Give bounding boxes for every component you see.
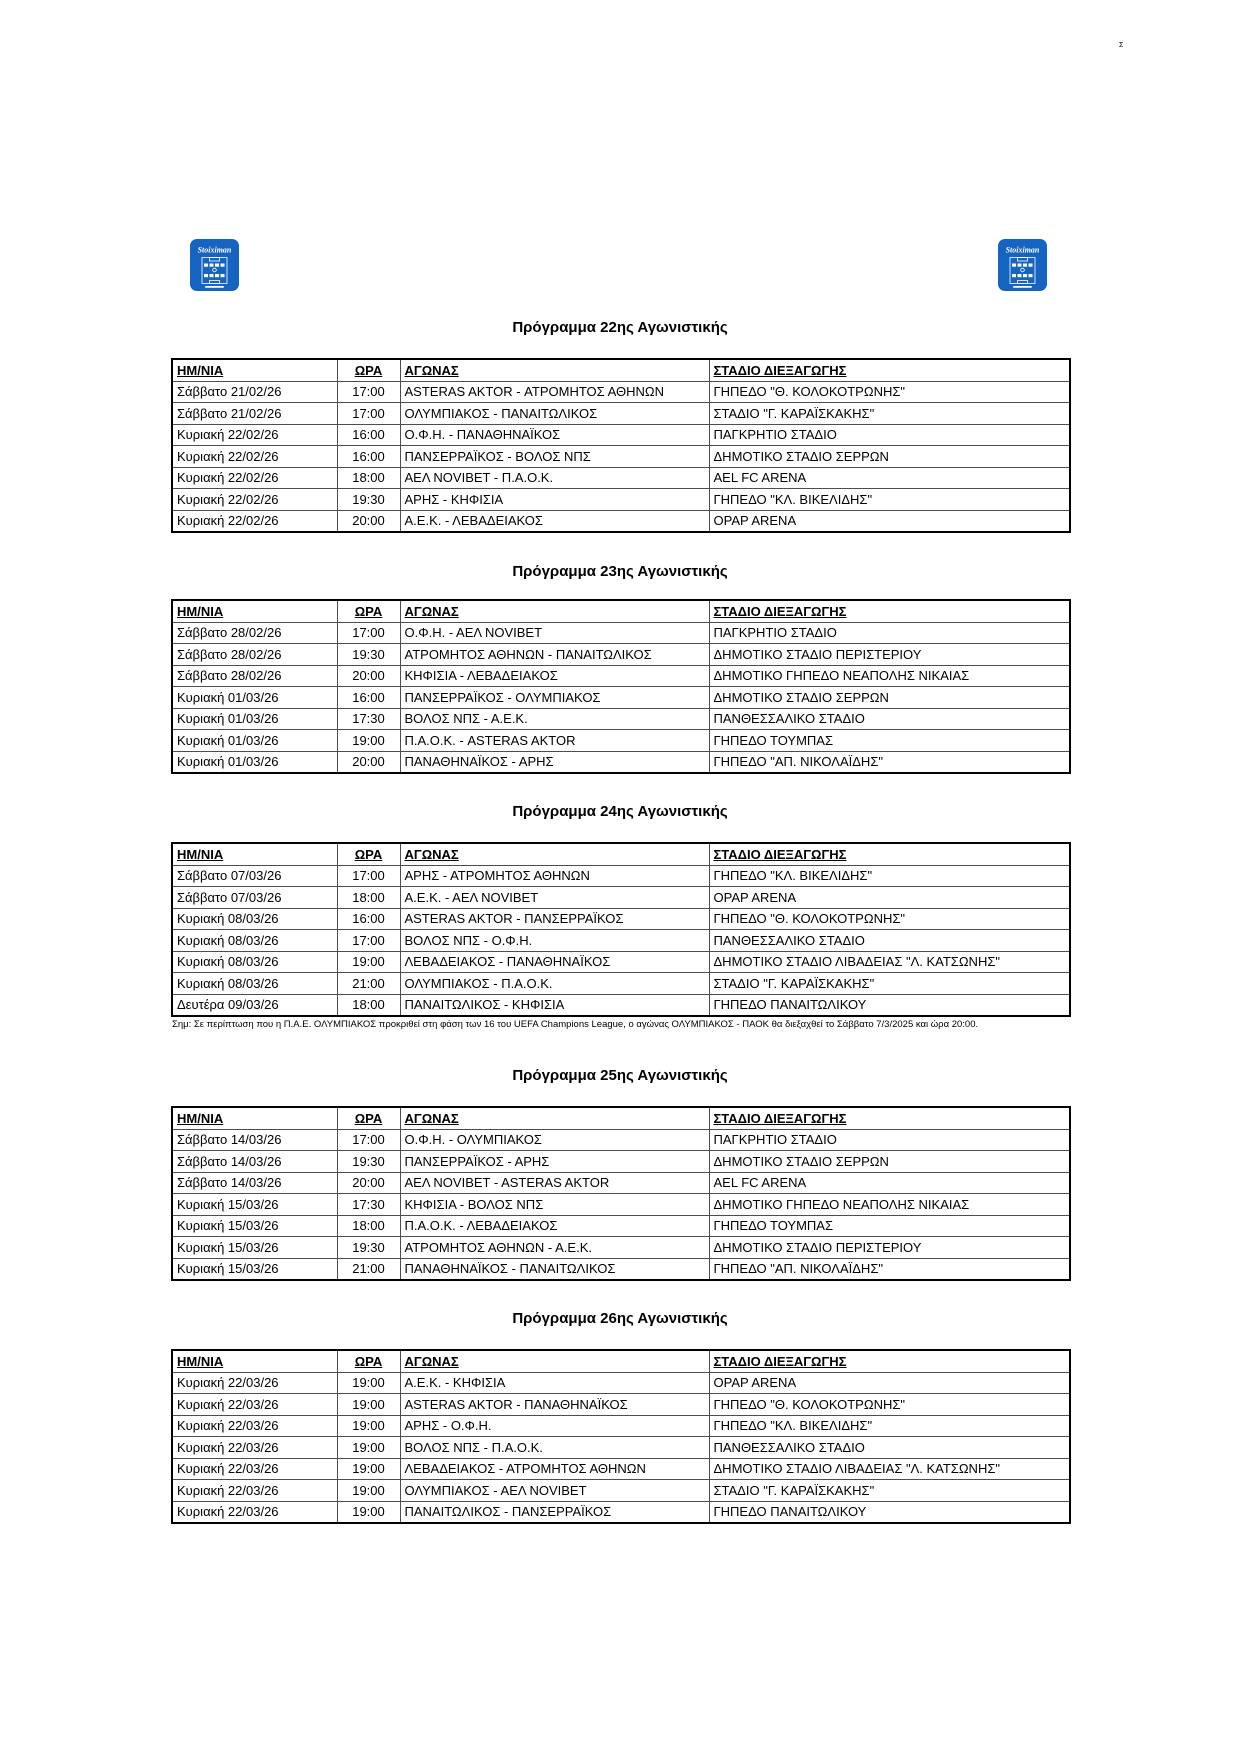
schedule-table	[171, 358, 1071, 533]
header-cell-stadium-cell: ΣΤΑΔΙΟ ΔΙΕΞΑΓΩΓΗΣ	[709, 1350, 1070, 1372]
table-row	[172, 865, 1070, 887]
table-row	[172, 1151, 1070, 1173]
time-cell: 18:00	[337, 887, 400, 909]
match-cell: ΑΕΛ NOVIBET - ASTERAS AKTOR	[400, 1172, 709, 1194]
header-cell-time-cell: ΩΡΑ	[337, 843, 400, 865]
date-cell: Κυριακή 22/02/26	[172, 467, 337, 489]
header-cell-match-cell: ΑΓΩΝΑΣ	[400, 600, 709, 622]
match-cell: ΛΕΒΑΔΕΙΑΚΟΣ - ΑΤΡΟΜΗΤΟΣ ΑΘΗΝΩΝ	[400, 1458, 709, 1480]
date-cell: Κυριακή 01/03/26	[172, 730, 337, 752]
header-cell-time-cell: ΩΡΑ	[337, 1350, 400, 1372]
stadium-cell: AEL FC ARENA	[709, 467, 1070, 489]
schedule-table	[171, 599, 1071, 774]
time-cell: 19:00	[337, 1394, 400, 1416]
time-cell: 16:00	[337, 424, 400, 446]
schedule-table	[171, 1106, 1071, 1281]
match-cell: ASTERAS AKTOR - ΠΑΝΣΕΡΡΑΪΚΟΣ	[400, 908, 709, 930]
stoiximan-logo-left	[190, 239, 239, 291]
match-cell: Ο.Φ.Η. - ΠΑΝΑΘΗΝΑΪΚΟΣ	[400, 424, 709, 446]
stadium-cell: ΣΤΑΔΙΟ "Γ. ΚΑΡΑΪΣΚΑΚΗΣ"	[709, 1480, 1070, 1502]
stadium-cell: ΔΗΜΟΤΙΚΟ ΓΗΠΕΔΟ ΝΕΑΠΟΛΗΣ ΝΙΚΑΙΑΣ	[709, 1194, 1070, 1216]
match-cell: Π.Α.Ο.Κ. - ASTERAS AKTOR	[400, 730, 709, 752]
date-cell: Κυριακή 22/03/26	[172, 1458, 337, 1480]
table-note: Σημ: Σε περίπτωση που η Π.Α.Ε. ΟΛΥΜΠΙΑΚΟΣ προκριθεί στη φάση των 16 του UEFA Champions League, ο αγώνας ΟΛΥΜΠΙΑΚΟΣ - ΠΑΟΚ θα διεξαχθεί το Σάββατο 7/3/2025 και ώρα 20:00.	[172, 1019, 979, 1030]
date-cell: Σάββατο 28/02/26	[172, 644, 337, 666]
stadium-cell: ΓΗΠΕΔΟ "ΑΠ. ΝΙΚΟΛΑΪΔΗΣ"	[709, 1258, 1070, 1280]
date-cell: Κυριακή 22/02/26	[172, 446, 337, 468]
header-cell-match-cell: ΑΓΩΝΑΣ	[400, 1107, 709, 1129]
stadium-cell: ΓΗΠΕΔΟ "ΚΛ. ΒΙΚΕΛΙΔΗΣ"	[709, 865, 1070, 887]
stadium-cell: ΔΗΜΟΤΙΚΟ ΣΤΑΔΙΟ ΠΕΡΙΣΤΕΡΙΟΥ	[709, 1237, 1070, 1259]
date-cell: Σάββατο 28/02/26	[172, 622, 337, 644]
header-row	[172, 1107, 1070, 1129]
time-cell: 21:00	[337, 1258, 400, 1280]
time-cell: 19:30	[337, 1237, 400, 1259]
table-row	[172, 1501, 1070, 1523]
stadium-cell: ΔΗΜΟΤΙΚΟ ΣΤΑΔΙΟ ΣΕΡΡΩΝ	[709, 446, 1070, 468]
time-cell: 16:00	[337, 446, 400, 468]
table-row	[172, 1129, 1070, 1151]
header-cell-match-cell: ΑΓΩΝΑΣ	[400, 1350, 709, 1372]
header-cell-date-cell: ΗΜ/ΝΙΑ	[172, 359, 337, 381]
match-cell: ΟΛΥΜΠΙΑΚΟΣ - ΑΕΛ NOVIBET	[400, 1480, 709, 1502]
match-cell: ΠΑΝΑΘΗΝΑΪΚΟΣ - ΑΡΗΣ	[400, 751, 709, 773]
stadium-cell: ΔΗΜΟΤΙΚΟ ΓΗΠΕΔΟ ΝΕΑΠΟΛΗΣ ΝΙΚΑΙΑΣ	[709, 665, 1070, 687]
match-cell: ΚΗΦΙΣΙΑ - ΒΟΛΟΣ ΝΠΣ	[400, 1194, 709, 1216]
header-cell-date-cell: ΗΜ/ΝΙΑ	[172, 1350, 337, 1372]
time-cell: 19:00	[337, 1458, 400, 1480]
schedule-table	[171, 842, 1071, 1017]
match-cell: ΠΑΝΣΕΡΡΑΪΚΟΣ - ΑΡΗΣ	[400, 1151, 709, 1173]
stadium-cell: ΠΑΓΚΡΗΤΙΟ ΣΤΑΔΙΟ	[709, 424, 1070, 446]
header-cell-stadium-cell: ΣΤΑΔΙΟ ΔΙΕΞΑΓΩΓΗΣ	[709, 1107, 1070, 1129]
date-cell: Κυριακή 01/03/26	[172, 687, 337, 709]
time-cell: 19:00	[337, 1437, 400, 1459]
time-cell: 19:00	[337, 1372, 400, 1394]
time-cell: 20:00	[337, 751, 400, 773]
date-cell: Κυριακή 22/02/26	[172, 424, 337, 446]
stadium-cell: ΓΗΠΕΔΟ ΠΑΝΑΙΤΩΛΙΚΟΥ	[709, 994, 1070, 1016]
date-cell: Κυριακή 08/03/26	[172, 930, 337, 952]
table-row	[172, 751, 1070, 773]
date-cell: Κυριακή 15/03/26	[172, 1194, 337, 1216]
table-row	[172, 930, 1070, 952]
date-cell: Σάββατο 07/03/26	[172, 865, 337, 887]
table-row	[172, 510, 1070, 532]
stadium-cell: ΠΑΓΚΡΗΤΙΟ ΣΤΑΔΙΟ	[709, 622, 1070, 644]
match-cell: Ο.Φ.Η. - ΟΛΥΜΠΙΑΚΟΣ	[400, 1129, 709, 1151]
time-cell: 17:00	[337, 930, 400, 952]
match-cell: ΠΑΝΑΙΤΩΛΙΚΟΣ - ΠΑΝΣΕΡΡΑΪΚΟΣ	[400, 1501, 709, 1523]
date-cell: Κυριακή 08/03/26	[172, 951, 337, 973]
header-cell-match-cell: ΑΓΩΝΑΣ	[400, 843, 709, 865]
date-cell: Σάββατο 14/03/26	[172, 1129, 337, 1151]
date-cell: Κυριακή 22/03/26	[172, 1415, 337, 1437]
date-cell: Κυριακή 01/03/26	[172, 708, 337, 730]
stadium-cell: ΓΗΠΕΔΟ ΤΟΥΜΠΑΣ	[709, 730, 1070, 752]
match-cell: ΑΕΛ NOVIBET - Π.Α.Ο.Κ.	[400, 467, 709, 489]
time-cell: 19:00	[337, 730, 400, 752]
stadium-cell: OPAP ARENA	[709, 510, 1070, 532]
table-row	[172, 446, 1070, 468]
stadium-cell: ΔΗΜΟΤΙΚΟ ΣΤΑΔΙΟ ΛΙΒΑΔΕΙΑΣ "Λ. ΚΑΤΣΩΝΗΣ"	[709, 1458, 1070, 1480]
stadium-cell: ΓΗΠΕΔΟ "ΚΛ. ΒΙΚΕΛΙΔΗΣ"	[709, 489, 1070, 511]
time-cell: 17:00	[337, 381, 400, 403]
stadium-cell: AEL FC ARENA	[709, 1172, 1070, 1194]
table-row	[172, 644, 1070, 666]
date-cell: Σάββατο 14/03/26	[172, 1172, 337, 1194]
stadium-cell: ΠΑΝΘΕΣΣΑΛΙΚΟ ΣΤΑΔΙΟ	[709, 708, 1070, 730]
table-row	[172, 665, 1070, 687]
time-cell: 19:00	[337, 1480, 400, 1502]
time-cell: 20:00	[337, 1172, 400, 1194]
match-cell: Α.Ε.Κ. - ΚΗΦΙΣΙΑ	[400, 1372, 709, 1394]
match-cell: ΑΡΗΣ - ΑΤΡΟΜΗΤΟΣ ΑΘΗΝΩΝ	[400, 865, 709, 887]
time-cell: 18:00	[337, 994, 400, 1016]
time-cell: 17:30	[337, 708, 400, 730]
table-row	[172, 622, 1070, 644]
stadium-cell: OPAP ARENA	[709, 1372, 1070, 1394]
match-cell: ASTERAS AKTOR - ΑΤΡΟΜΗΤΟΣ ΑΘΗΝΩΝ	[400, 381, 709, 403]
stadium-cell: ΓΗΠΕΔΟ "ΚΛ. ΒΙΚΕΛΙΔΗΣ"	[709, 1415, 1070, 1437]
header-cell-time-cell: ΩΡΑ	[337, 359, 400, 381]
time-cell: 17:00	[337, 865, 400, 887]
time-cell: 19:00	[337, 1501, 400, 1523]
table-row	[172, 1237, 1070, 1259]
time-cell: 16:00	[337, 687, 400, 709]
header-cell-time-cell: ΩΡΑ	[337, 600, 400, 622]
stoiximan-logo-graphic	[998, 239, 1047, 291]
time-cell: 18:00	[337, 467, 400, 489]
header-row	[172, 1350, 1070, 1372]
table-row	[172, 1194, 1070, 1216]
table-row	[172, 381, 1070, 403]
stadium-cell: ΓΗΠΕΔΟ "Θ. ΚΟΛΟΚΟΤΡΩΝΗΣ"	[709, 1394, 1070, 1416]
date-cell: Κυριακή 22/03/26	[172, 1394, 337, 1416]
time-cell: 17:30	[337, 1194, 400, 1216]
stadium-cell: ΔΗΜΟΤΙΚΟ ΣΤΑΔΙΟ ΣΕΡΡΩΝ	[709, 687, 1070, 709]
match-cell: ΠΑΝΑΘΗΝΑΪΚΟΣ - ΠΑΝΑΙΤΩΛΙΚΟΣ	[400, 1258, 709, 1280]
header-row	[172, 843, 1070, 865]
time-cell: 17:00	[337, 1129, 400, 1151]
header-cell-match-cell: ΑΓΩΝΑΣ	[400, 359, 709, 381]
stadium-cell: ΓΗΠΕΔΟ ΠΑΝΑΙΤΩΛΙΚΟΥ	[709, 1501, 1070, 1523]
table-row	[172, 403, 1070, 425]
header-row	[172, 359, 1070, 381]
table-row	[172, 708, 1070, 730]
table-row	[172, 1372, 1070, 1394]
matchday-title: Πρόγραμμα 24ης Αγωνιστικής	[512, 803, 728, 820]
table-row	[172, 1172, 1070, 1194]
match-cell: Ο.Φ.Η. - ΑΕΛ NOVIBET	[400, 622, 709, 644]
time-cell: 17:00	[337, 622, 400, 644]
stoiximan-logo-right	[998, 239, 1047, 291]
match-cell: ΟΛΥΜΠΙΑΚΟΣ - Π.Α.Ο.Κ.	[400, 973, 709, 995]
stadium-cell: ΓΗΠΕΔΟ "Θ. ΚΟΛΟΚΟΤΡΩΝΗΣ"	[709, 908, 1070, 930]
table-row	[172, 887, 1070, 909]
stoiximan-wordmark: Stoiximan	[1005, 245, 1040, 255]
table-row	[172, 1215, 1070, 1237]
stadium-cell: ΓΗΠΕΔΟ "Θ. ΚΟΛΟΚΟΤΡΩΝΗΣ"	[709, 381, 1070, 403]
table-row	[172, 1480, 1070, 1502]
date-cell: Κυριακή 22/03/26	[172, 1437, 337, 1459]
match-cell: ΒΟΛΟΣ ΝΠΣ - Α.Ε.Κ.	[400, 708, 709, 730]
stoiximan-wordmark: Stoiximan	[197, 245, 232, 255]
date-cell: Κυριακή 22/02/26	[172, 510, 337, 532]
time-cell: 19:30	[337, 489, 400, 511]
stadium-cell: ΔΗΜΟΤΙΚΟ ΣΤΑΔΙΟ ΛΙΒΑΔΕΙΑΣ "Λ. ΚΑΤΣΩΝΗΣ"	[709, 951, 1070, 973]
table-row	[172, 424, 1070, 446]
table-row	[172, 973, 1070, 995]
header-cell-date-cell: ΗΜ/ΝΙΑ	[172, 1107, 337, 1129]
match-cell: ΑΤΡΟΜΗΤΟΣ ΑΘΗΝΩΝ - ΠΑΝΑΙΤΩΛΙΚΟΣ	[400, 644, 709, 666]
matchday-title: Πρόγραμμα 26ης Αγωνιστικής	[512, 1310, 728, 1327]
date-cell: Κυριακή 08/03/26	[172, 908, 337, 930]
match-cell: ΚΗΦΙΣΙΑ - ΛΕΒΑΔΕΙΑΚΟΣ	[400, 665, 709, 687]
date-cell: Κυριακή 01/03/26	[172, 751, 337, 773]
date-cell: Σάββατο 21/02/26	[172, 403, 337, 425]
table-row	[172, 687, 1070, 709]
table-row	[172, 951, 1070, 973]
table-row	[172, 994, 1070, 1016]
matchday-title: Πρόγραμμα 25ης Αγωνιστικής	[512, 1067, 728, 1084]
match-cell: ΑΡΗΣ - ΚΗΦΙΣΙΑ	[400, 489, 709, 511]
time-cell: 19:30	[337, 1151, 400, 1173]
time-cell: 18:00	[337, 1215, 400, 1237]
time-cell: 20:00	[337, 510, 400, 532]
match-cell: ΠΑΝΑΙΤΩΛΙΚΟΣ - ΚΗΦΙΣΙΑ	[400, 994, 709, 1016]
table-row	[172, 1258, 1070, 1280]
time-cell: 19:30	[337, 644, 400, 666]
match-cell: ΑΤΡΟΜΗΤΟΣ ΑΘΗΝΩΝ - Α.Ε.Κ.	[400, 1237, 709, 1259]
stoiximan-logo-graphic	[190, 239, 239, 291]
match-cell: ΒΟΛΟΣ ΝΠΣ - Ο.Φ.Η.	[400, 930, 709, 952]
stadium-cell: ΠΑΓΚΡΗΤΙΟ ΣΤΑΔΙΟ	[709, 1129, 1070, 1151]
time-cell: 19:00	[337, 1415, 400, 1437]
header-cell-stadium-cell: ΣΤΑΔΙΟ ΔΙΕΞΑΓΩΓΗΣ	[709, 843, 1070, 865]
date-cell: Κυριακή 22/03/26	[172, 1480, 337, 1502]
header-cell-date-cell: ΗΜ/ΝΙΑ	[172, 843, 337, 865]
date-cell: Σάββατο 14/03/26	[172, 1151, 337, 1173]
match-cell: Α.Ε.Κ. - ΛΕΒΑΔΕΙΑΚΟΣ	[400, 510, 709, 532]
time-cell: 20:00	[337, 665, 400, 687]
header-cell-time-cell: ΩΡΑ	[337, 1107, 400, 1129]
match-cell: Π.Α.Ο.Κ. - ΛΕΒΑΔΕΙΑΚΟΣ	[400, 1215, 709, 1237]
table-row	[172, 1458, 1070, 1480]
date-cell: Κυριακή 22/02/26	[172, 489, 337, 511]
stadium-cell: OPAP ARENA	[709, 887, 1070, 909]
date-cell: Κυριακή 15/03/26	[172, 1237, 337, 1259]
table-row	[172, 1415, 1070, 1437]
stadium-cell: ΠΑΝΘΕΣΣΑΛΙΚΟ ΣΤΑΔΙΟ	[709, 1437, 1070, 1459]
match-cell: ΛΕΒΑΔΕΙΑΚΟΣ - ΠΑΝΑΘΗΝΑΪΚΟΣ	[400, 951, 709, 973]
stadium-cell: ΓΗΠΕΔΟ "ΑΠ. ΝΙΚΟΛΑΪΔΗΣ"	[709, 751, 1070, 773]
time-cell: 16:00	[337, 908, 400, 930]
header-cell-stadium-cell: ΣΤΑΔΙΟ ΔΙΕΞΑΓΩΓΗΣ	[709, 359, 1070, 381]
table-row	[172, 489, 1070, 511]
time-cell: 19:00	[337, 951, 400, 973]
stadium-cell: ΔΗΜΟΤΙΚΟ ΣΤΑΔΙΟ ΣΕΡΡΩΝ	[709, 1151, 1070, 1173]
header-cell-date-cell: ΗΜ/ΝΙΑ	[172, 600, 337, 622]
date-cell: Σάββατο 28/02/26	[172, 665, 337, 687]
matchday-title: Πρόγραμμα 22ης Αγωνιστικής	[512, 319, 728, 336]
table-row	[172, 908, 1070, 930]
match-cell: ΠΑΝΣΕΡΡΑΪΚΟΣ - ΒΟΛΟΣ ΝΠΣ	[400, 446, 709, 468]
stadium-cell: ΣΤΑΔΙΟ "Γ. ΚΑΡΑΪΣΚΑΚΗΣ"	[709, 973, 1070, 995]
match-cell: ΒΟΛΟΣ ΝΠΣ - Π.Α.Ο.Κ.	[400, 1437, 709, 1459]
stadium-cell: ΔΗΜΟΤΙΚΟ ΣΤΑΔΙΟ ΠΕΡΙΣΤΕΡΙΟΥ	[709, 644, 1070, 666]
corner-mark: Σ	[1119, 42, 1124, 49]
date-cell: Κυριακή 22/03/26	[172, 1501, 337, 1523]
date-cell: Κυριακή 08/03/26	[172, 973, 337, 995]
match-cell: ASTERAS AKTOR - ΠΑΝΑΘΗΝΑΪΚΟΣ	[400, 1394, 709, 1416]
schedule-table	[171, 1349, 1071, 1524]
match-cell: ΟΛΥΜΠΙΑΚΟΣ - ΠΑΝΑΙΤΩΛΙΚΟΣ	[400, 403, 709, 425]
date-cell: Κυριακή 15/03/26	[172, 1215, 337, 1237]
date-cell: Κυριακή 15/03/26	[172, 1258, 337, 1280]
time-cell: 21:00	[337, 973, 400, 995]
stadium-cell: ΠΑΝΘΕΣΣΑΛΙΚΟ ΣΤΑΔΙΟ	[709, 930, 1070, 952]
match-cell: Α.Ε.Κ. - ΑΕΛ NOVIBET	[400, 887, 709, 909]
stadium-cell: ΓΗΠΕΔΟ ΤΟΥΜΠΑΣ	[709, 1215, 1070, 1237]
header-row	[172, 600, 1070, 622]
table-row	[172, 730, 1070, 752]
table-row	[172, 467, 1070, 489]
date-cell: Κυριακή 22/03/26	[172, 1372, 337, 1394]
table-row	[172, 1437, 1070, 1459]
date-cell: Σάββατο 21/02/26	[172, 381, 337, 403]
time-cell: 17:00	[337, 403, 400, 425]
header-cell-stadium-cell: ΣΤΑΔΙΟ ΔΙΕΞΑΓΩΓΗΣ	[709, 600, 1070, 622]
matchday-title: Πρόγραμμα 23ης Αγωνιστικής	[512, 563, 728, 580]
date-cell: Δευτέρα 09/03/26	[172, 994, 337, 1016]
match-cell: ΑΡΗΣ - Ο.Φ.Η.	[400, 1415, 709, 1437]
table-row	[172, 1394, 1070, 1416]
date-cell: Σάββατο 07/03/26	[172, 887, 337, 909]
stadium-cell: ΣΤΑΔΙΟ "Γ. ΚΑΡΑΪΣΚΑΚΗΣ"	[709, 403, 1070, 425]
match-cell: ΠΑΝΣΕΡΡΑΪΚΟΣ - ΟΛΥΜΠΙΑΚΟΣ	[400, 687, 709, 709]
